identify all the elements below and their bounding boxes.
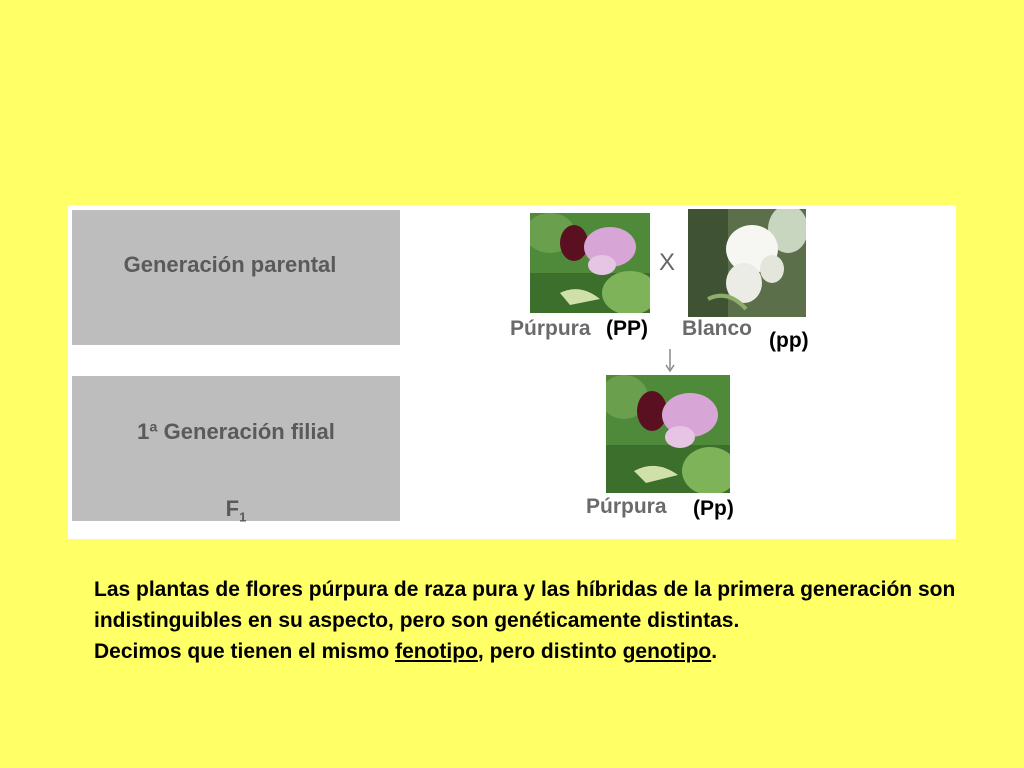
- parental-generation-box: [72, 210, 400, 345]
- parent1-genotype-label: (PP): [606, 317, 648, 340]
- offspring-phenotype-label: Púrpura: [586, 495, 667, 518]
- parent2-phenotype-label: Blanco: [682, 317, 753, 340]
- purple-flower-parent-image: [530, 213, 650, 313]
- f1-symbol: $F_1$: [225, 496, 247, 525]
- term-fenotipo: fenotipo: [395, 640, 478, 663]
- offspring-genotype-label: (Pp): [693, 497, 734, 520]
- cross-symbol: X: [659, 249, 676, 276]
- caption-text: [94, 574, 974, 667]
- white-flower-parent-image: [688, 209, 806, 317]
- purple-flower-offspring-image: [606, 375, 730, 493]
- parent1-phenotype-label: Púrpura: [510, 317, 591, 340]
- parental-generation-label: Generación parental: [123, 252, 337, 277]
- caption-paragraph-1: Las plantas de flores púrpura de raza pura y las híbridas de la primera generación son indistinguibles en su aspecto, pero son genéticamente distintas.: [94, 578, 956, 632]
- diagram-panel: [68, 205, 956, 539]
- term-genotipo: genotipo: [622, 640, 712, 663]
- parent2-genotype-label: (pp): [769, 329, 809, 352]
- filial-generation-label: 1ª Generación filial: [137, 419, 335, 444]
- filial-generation-box: [72, 376, 400, 525]
- down-arrow-icon: [664, 349, 676, 373]
- caption-paragraph-2: Decimos que tienen el mismo fenotipo, pero distinto genotipo.: [94, 640, 718, 663]
